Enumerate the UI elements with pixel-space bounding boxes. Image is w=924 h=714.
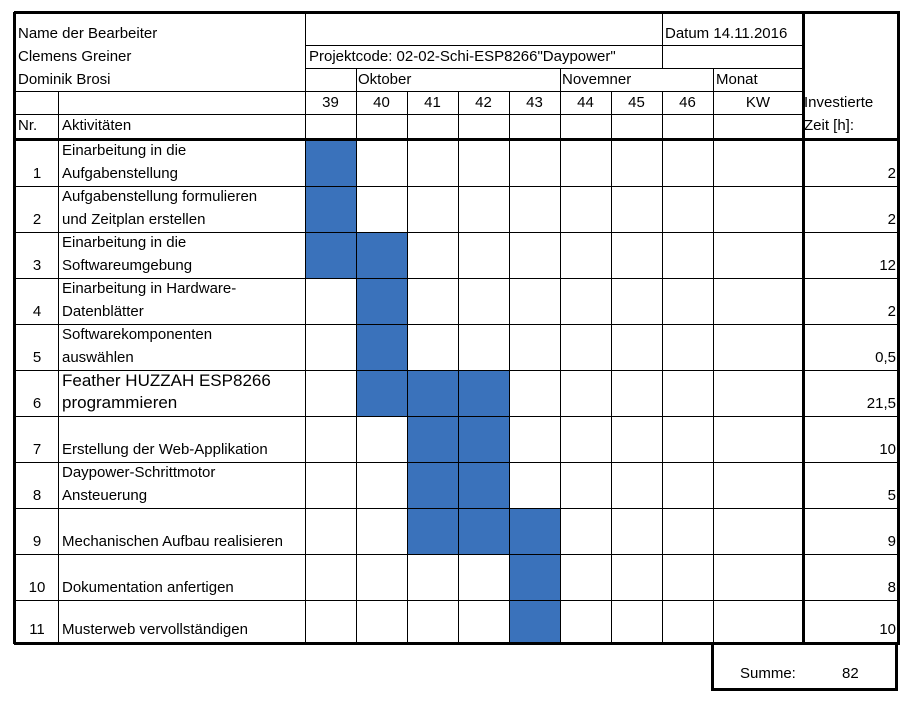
invested-time-label-1: Investierte: [804, 94, 874, 111]
gantt-bar: [458, 370, 509, 416]
activity-line-2: und Zeitplan erstellen: [62, 211, 206, 228]
row-number: 5: [32, 349, 42, 366]
grid-line: [458, 91, 459, 643]
invested-hours: 8: [887, 579, 896, 596]
grid-line: [560, 68, 561, 91]
gantt-bar: [305, 232, 356, 278]
grid-line: [14, 416, 898, 417]
gantt-bar: [407, 508, 458, 554]
invested-hours: 5: [887, 487, 896, 504]
gantt-bar: [356, 324, 407, 370]
gantt-bar: [356, 232, 407, 278]
row-number: 7: [32, 441, 42, 458]
project-code: Projektcode: 02-02-Schi-ESP8266"Daypower": [309, 48, 616, 65]
activity-line-2: Erstellung der Web-Applikation: [62, 441, 268, 458]
row-number: 3: [32, 257, 42, 274]
activity-line-2: Musterweb vervollständigen: [62, 621, 248, 638]
week-number: 40: [373, 94, 390, 111]
grid-line: [14, 508, 898, 509]
grid-line: [356, 68, 357, 91]
gantt-bar: [509, 600, 560, 643]
week-number: 42: [475, 94, 492, 111]
activity-line-2: programmieren: [62, 393, 178, 412]
grid-line: [897, 12, 900, 644]
invested-hours: 10: [879, 441, 896, 458]
invested-hours: 10: [879, 621, 896, 638]
week-number: 41: [424, 94, 441, 111]
gantt-bar: [458, 508, 509, 554]
activity-line-2: Mechanischen Aufbau realisieren: [62, 533, 283, 550]
invested-time-label-2: Zeit [h]:: [804, 117, 855, 134]
month-label: Monat: [716, 71, 758, 88]
gantt-bar: [458, 462, 509, 508]
grid-line: [662, 91, 663, 643]
week-number: 39: [322, 94, 339, 111]
month-november: Novemner: [562, 71, 632, 88]
grid-line: [14, 11, 900, 14]
grid-line: [14, 554, 898, 555]
grid-line: [662, 12, 663, 68]
invested-hours: 21,5: [866, 395, 896, 412]
week-number: 45: [628, 94, 645, 111]
gantt-bar: [407, 416, 458, 462]
activity-line-2: Datenblätter: [62, 303, 144, 320]
week-number: 44: [577, 94, 594, 111]
row-number: 9: [32, 533, 42, 550]
summary-value: 82: [842, 665, 859, 682]
activity-line-1: Aufgabenstellung formulieren: [62, 188, 258, 205]
row-number: 10: [28, 579, 46, 596]
week-number: 43: [526, 94, 543, 111]
row-number: 6: [32, 395, 42, 412]
activity-line-1: Feather HUZZAH ESP8266: [62, 371, 271, 390]
gantt-bar: [509, 554, 560, 600]
grid-line: [58, 91, 59, 643]
grid-line: [356, 91, 357, 643]
gantt-bar: [356, 278, 407, 324]
kw-label: KW: [745, 94, 771, 111]
editors-label: Name der Bearbeiter: [18, 25, 158, 42]
gantt-bar: [407, 370, 458, 416]
row-number: 4: [32, 303, 42, 320]
activity-line-2: Softwareumgebung: [62, 257, 193, 274]
editor-name-2: Dominik Brosi: [18, 71, 111, 88]
invested-hours: 2: [887, 165, 896, 182]
week-number: 46: [679, 94, 696, 111]
grid-line: [407, 91, 408, 643]
gantt-bar: [407, 462, 458, 508]
activity-line-1: Einarbeitung in die: [62, 142, 187, 159]
row-number: 2: [32, 211, 42, 228]
activity-line-1: Einarbeitung in die: [62, 234, 187, 251]
gantt-bar: [305, 140, 356, 186]
month-october: Oktober: [358, 71, 412, 88]
date-label: Datum 14.11.2016: [665, 25, 788, 42]
invested-hours: 0,5: [875, 349, 896, 366]
grid-line: [14, 114, 803, 115]
grid-line: [509, 91, 510, 643]
gantt-bar: [305, 186, 356, 232]
row-number: 8: [32, 487, 42, 504]
invested-hours: 9: [887, 533, 896, 550]
row-number: 11: [29, 621, 45, 638]
activity-line-1: Softwarekomponenten: [62, 326, 213, 343]
summary-box: [711, 645, 898, 691]
summary-label: Summe:: [740, 665, 796, 682]
invested-hours: 2: [887, 303, 896, 320]
activity-line-1: Einarbeitung in Hardware-: [62, 280, 237, 297]
row-number: 1: [32, 165, 42, 182]
grid-line: [662, 45, 803, 46]
activities-column-header: Aktivitäten: [62, 117, 132, 134]
gantt-bar: [509, 508, 560, 554]
grid-line: [14, 600, 898, 601]
activity-line-2: Aufgabenstellung: [62, 165, 178, 182]
grid-line: [560, 91, 561, 643]
activity-line-2: auswählen: [62, 349, 134, 366]
invested-hours: 12: [879, 257, 896, 274]
activity-line-1: Daypower-Schrittmotor: [62, 464, 216, 481]
activity-line-2: Dokumentation anfertigen: [62, 579, 234, 596]
grid-line: [611, 91, 612, 643]
editor-name-1: Clemens Greiner: [18, 48, 132, 65]
activity-line-2: Ansteuerung: [62, 487, 148, 504]
gantt-bar: [458, 416, 509, 462]
invested-hours: 2: [887, 211, 896, 228]
gantt-bar: [356, 370, 407, 416]
nr-column-header: Nr.: [18, 117, 38, 134]
grid-line: [713, 68, 714, 643]
